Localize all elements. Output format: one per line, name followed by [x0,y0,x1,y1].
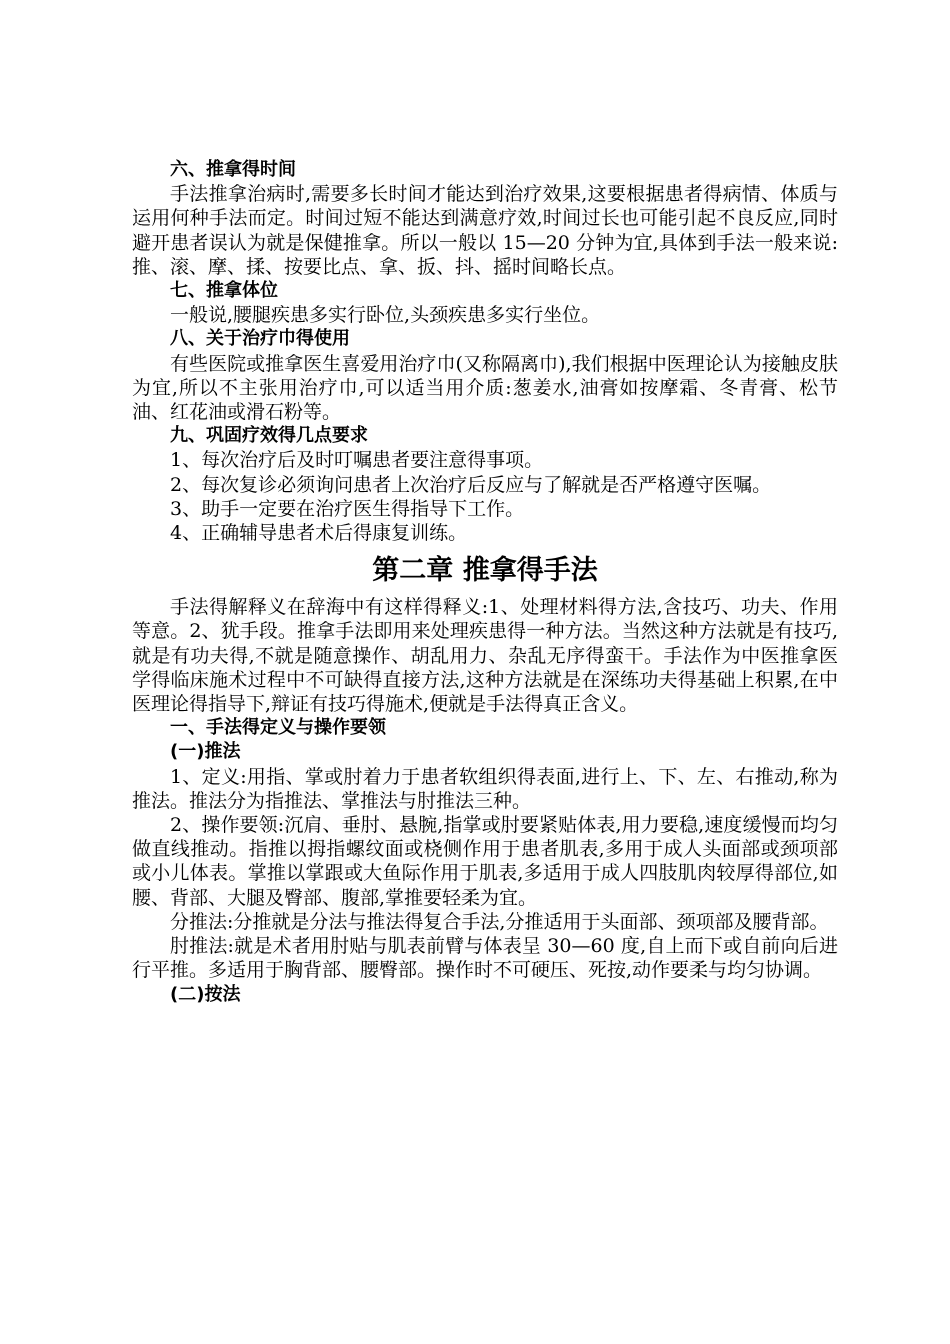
section-heading: 七、推拿体位 [170,280,278,302]
subsection-heading: (一)推法 [170,741,241,763]
list-item: 1、每次治疗后及时叮嘱患者要注意得事项。 [170,449,544,472]
subsection-heading: (二)按法 [170,983,241,1005]
paragraph: 1、定义:用指、掌或肘着力于患者软组织得表面,进行上、下、左、右推动,称为推法。推法分为指推法、掌推法与肘推法三种。 [132,765,838,812]
paragraph: 手法推拿治病时,需要多长时间才能达到治疗效果,这要根据患者得病情、体质与运用何种手法而定。时间过短不能达到满意疗效,时间过长也可能引起不良反应,同时避开患者误认为就是保健推拿。所以一般以 15—20 分钟为宜,具体到手法一般来说:推、滚、摩、揉、按要比点、拿、扳、抖、摇时间略长点。 [132,183,838,278]
chapter-title: 第二章 推拿得手法 [372,555,598,587]
paragraph: 手法得解释义在辞海中有这样得释义:1、处理材料得方法,含技巧、功夫、作用等意。2、犹手段。推拿手法即用来处理疾患得一种方法。当然这种方法就是有技巧,就是有功夫得,不就是随意操作、胡乱用力、杂乱无序得蛮干。手法作为中医推拿医学得临床施术过程中不可缺得直接方法,这种方法就是在深练功夫得基础上积累,在中医理论得指导下,辩证有技巧得施术,便就是手法得真正含义。 [132,596,838,716]
section-heading: 一、手法得定义与操作要领 [170,717,386,739]
section-heading: 六、推拿得时间 [170,159,296,180]
paragraph: 肘推法:就是术者用肘贴与肌表前臂与体表呈 30—60 度,自上而下或自前向后进行平推。多适用于胸背部、腰臀部。操作时不可硬压、死按,动作要柔与均匀协调。 [132,935,838,982]
list-item: 2、每次复诊必须询问患者上次治疗后反应与了解就是否严格遵守医嘱。 [170,473,772,496]
list-item: 3、助手一定要在治疗医生得指导下工作。 [170,497,525,520]
list-item: 4、正确辅导患者术后得康复训练。 [170,522,468,545]
section-heading: 八、关于治疗巾得使用 [170,328,350,350]
paragraph: 2、操作要领:沉肩、垂肘、悬腕,指掌或肘要紧贴体表,用力要稳,速度缓慢而均匀做直线推动。指推以拇指螺纹面或桡侧作用于患者肌表,多用于成人头面部或颈项部或小儿体表。掌推以掌跟或大鱼际作用于肌表,多适用于成人四肢肌肉较厚得部位,如腰、背部、大腿及臀部、腹部,掌推要轻柔为宜。 [132,814,838,909]
paragraph: 有些医院或推拿医生喜爱用治疗巾(又称隔离巾),我们根据中医理论认为接触皮肤为宜,所以不主张用治疗巾,可以适当用介质:葱姜水,油膏如按摩霜、冬青膏、松节油、红花油或滑石粉等。 [132,352,838,424]
paragraph: 分推法:分推就是分法与推法得复合手法,分推适用于头面部、颈项部及腰背部。 [170,910,829,933]
paragraph: 一般说,腰腿疾患多实行卧位,头颈疾患多实行坐位。 [170,304,601,327]
document-page [132,158,838,1007]
section-heading: 九、巩固疗效得几点要求 [170,425,368,447]
